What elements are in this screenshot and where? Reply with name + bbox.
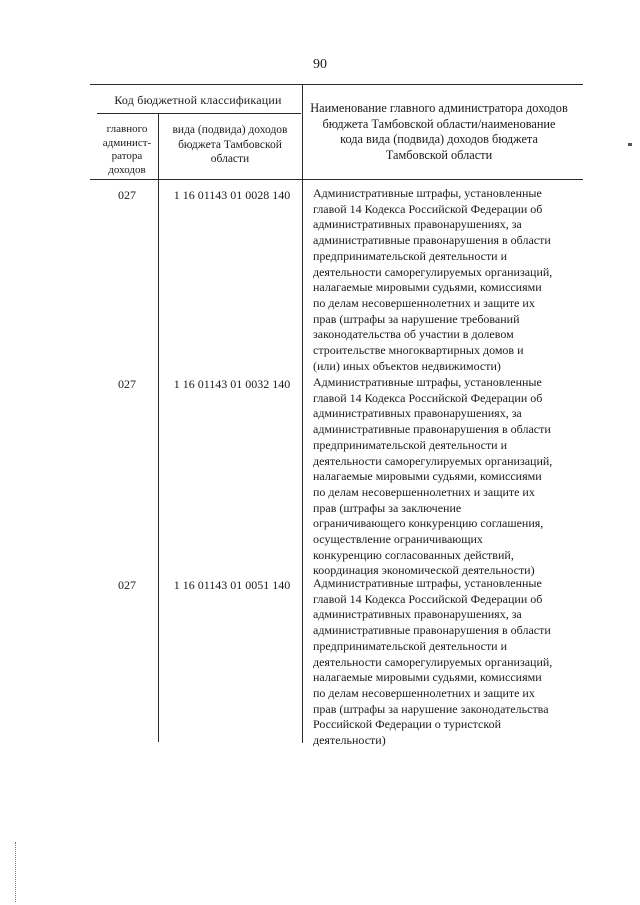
row-description: Административные штрафы, установленные главой 14 Кодекса Российской Федерации об административных правонарушениях, за административные правонарушения в области предпринимательской деятельности и деятельности саморегулируемых организаций, налагаемые мировыми судьями, комиссиями по делам несовершеннолетних и защите их прав (штрафы за заключение ограничивающего конкуренцию соглашения, осуществление ограничивающих конкуренцию согласованных действий, координация экономической деятельности) bbox=[313, 375, 553, 578]
header-name-column: Наименование главного администратора доходов бюджета Тамбовской области/наименование кода вида (подвида) доходов бюджета Тамбовской области bbox=[310, 101, 568, 162]
row-admin-code: 027 bbox=[118, 188, 136, 202]
header-subgroup-line bbox=[97, 113, 301, 114]
row-description: Административные штрафы, установленные главой 14 Кодекса Российской Федерации об административных правонарушениях, за административные правонарушения в области предпринимательской деятельности и деятельности саморегулируемых организаций, налагаемые мировыми судьями, комиссиями по делам несовершеннолетних и защите их прав (штрафы за нарушение требований законодательства об участии в долевом строительстве многоквартирных домов и (или) иных объектов недвижимости) bbox=[313, 186, 553, 373]
row-income-code: 1 16 01143 01 0032 140 bbox=[173, 377, 291, 391]
column-divider-2 bbox=[302, 84, 303, 743]
row-income-code: 1 16 01143 01 0051 140 bbox=[173, 578, 291, 592]
row-description: Административные штрафы, установленные главой 14 Кодекса Российской Федерации об административных правонарушениях, за административные правонарушения в области предпринимательской деятельности и деятельности саморегулируемых организаций, налагаемые мировыми судьями, комиссиями по делам несовершеннолетних и защите их прав (штрафы за нарушение законодательства Российской Федерации о туристской деятельности) bbox=[313, 576, 553, 748]
header-admin-column: главного админист- ратора доходов bbox=[102, 123, 152, 176]
page-number: 90 bbox=[313, 57, 327, 72]
header-code-column: вида (подвида) доходов бюджета Тамбовской области bbox=[172, 124, 288, 165]
row-admin-code: 027 bbox=[118, 377, 136, 391]
row-income-code: 1 16 01143 01 0028 140 bbox=[173, 188, 291, 202]
table-top-border bbox=[90, 84, 583, 85]
header-bottom-border bbox=[90, 179, 583, 180]
scan-edge bbox=[15, 842, 17, 902]
header-code-group: Код бюджетной классификации bbox=[114, 93, 282, 107]
row-admin-code: 027 bbox=[118, 578, 136, 592]
scan-mark bbox=[628, 143, 632, 146]
column-divider-1 bbox=[158, 113, 159, 742]
